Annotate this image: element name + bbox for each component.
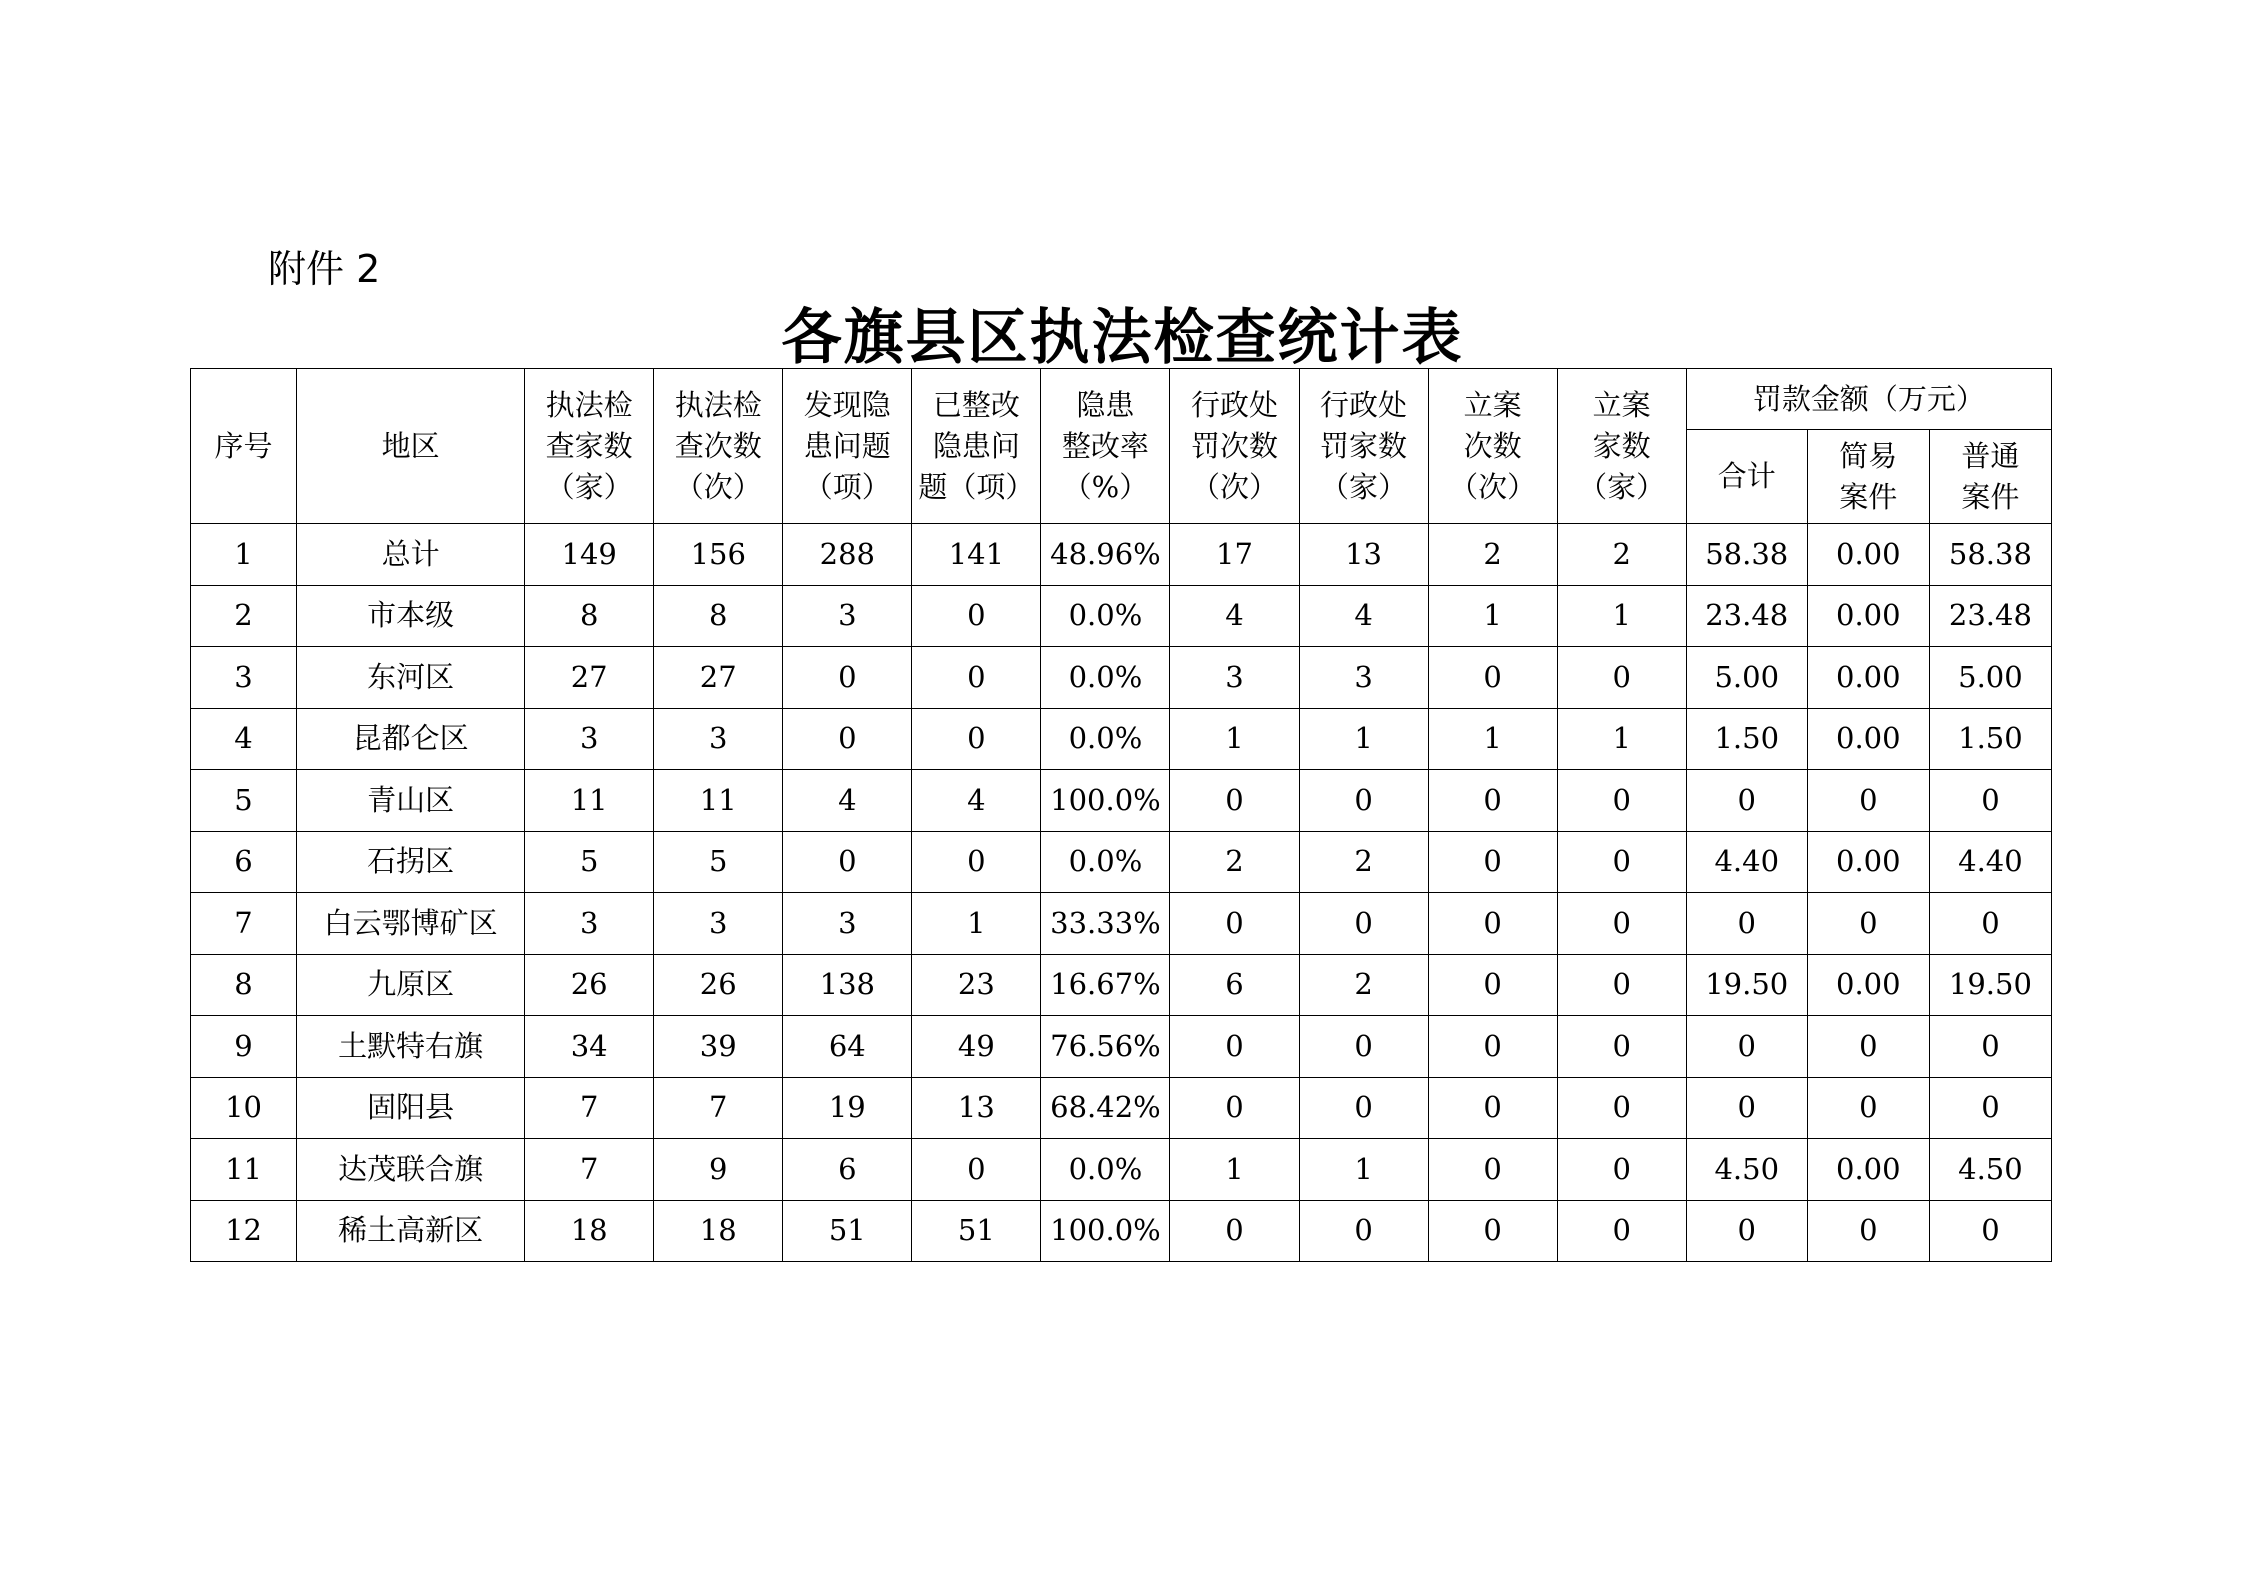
cell-inspected-companies: 7	[525, 1077, 654, 1139]
statistics-table	[190, 368, 2052, 1262]
cell-fine-normal: 5.00	[1929, 647, 2051, 709]
cell-fine-total: 0	[1686, 1077, 1807, 1139]
cell-region: 稀土高新区	[297, 1200, 525, 1262]
cell-inspection-times: 18	[654, 1200, 783, 1262]
header-inspection-times: 执法检 查次数 （次）	[654, 369, 783, 524]
cell-fine-simple: 0.00	[1807, 831, 1929, 893]
cell-fine-simple: 0	[1807, 770, 1929, 832]
cell-fix-rate: 48.96%	[1041, 524, 1170, 586]
cell-inspection-times: 11	[654, 770, 783, 832]
cell-seq: 9	[191, 1016, 297, 1078]
cell-case-times: 2	[1428, 524, 1557, 586]
cell-inspected-companies: 18	[525, 1200, 654, 1262]
table-row	[191, 1139, 2052, 1201]
cell-fine-simple: 0	[1807, 1077, 1929, 1139]
cell-inspection-times: 7	[654, 1077, 783, 1139]
cell-inspection-times: 27	[654, 647, 783, 709]
cell-fine-simple: 0	[1807, 1016, 1929, 1078]
cell-fix-rate: 0.0%	[1041, 1139, 1170, 1201]
cell-region: 东河区	[297, 647, 525, 709]
header-fine-normal: 普通 案件	[1929, 430, 2051, 524]
cell-fix-rate: 100.0%	[1041, 1200, 1170, 1262]
cell-region: 达茂联合旗	[297, 1139, 525, 1201]
cell-fine-normal: 1.50	[1929, 708, 2051, 770]
cell-seq: 12	[191, 1200, 297, 1262]
cell-hazards-found: 288	[783, 524, 912, 586]
cell-hazards-found: 3	[783, 893, 912, 955]
cell-fine-normal: 0	[1929, 1077, 2051, 1139]
table-row	[191, 1200, 2052, 1262]
cell-hazards-fixed: 0	[912, 708, 1041, 770]
cell-case-companies: 0	[1557, 831, 1686, 893]
cell-case-companies: 0	[1557, 1200, 1686, 1262]
cell-case-times: 1	[1428, 708, 1557, 770]
header-inspected-companies: 执法检 查家数 （家）	[525, 369, 654, 524]
cell-seq: 6	[191, 831, 297, 893]
cell-penalty-times: 2	[1170, 831, 1299, 893]
cell-case-companies: 2	[1557, 524, 1686, 586]
cell-fine-normal: 0	[1929, 893, 2051, 955]
table-row	[191, 1016, 2052, 1078]
cell-penalty-companies: 13	[1299, 524, 1428, 586]
table-row	[191, 1077, 2052, 1139]
cell-inspected-companies: 149	[525, 524, 654, 586]
cell-fine-total: 4.40	[1686, 831, 1807, 893]
cell-fine-normal: 0	[1929, 1016, 2051, 1078]
cell-case-times: 0	[1428, 1016, 1557, 1078]
cell-hazards-found: 51	[783, 1200, 912, 1262]
cell-fine-simple: 0.00	[1807, 708, 1929, 770]
cell-fix-rate: 76.56%	[1041, 1016, 1170, 1078]
cell-penalty-companies: 1	[1299, 708, 1428, 770]
cell-case-companies: 1	[1557, 585, 1686, 647]
table-row	[191, 647, 2052, 709]
cell-fix-rate: 68.42%	[1041, 1077, 1170, 1139]
cell-case-companies: 1	[1557, 708, 1686, 770]
cell-penalty-times: 0	[1170, 893, 1299, 955]
header-fix-rate: 隐患 整改率 （%）	[1041, 369, 1170, 524]
cell-inspection-times: 39	[654, 1016, 783, 1078]
header-hazards-found: 发现隐 患问题 （项）	[783, 369, 912, 524]
cell-penalty-companies: 2	[1299, 831, 1428, 893]
cell-case-companies: 0	[1557, 770, 1686, 832]
cell-hazards-found: 3	[783, 585, 912, 647]
cell-hazards-fixed: 49	[912, 1016, 1041, 1078]
cell-penalty-companies: 0	[1299, 1200, 1428, 1262]
cell-inspected-companies: 5	[525, 831, 654, 893]
document-title: 各旗县区执法检查统计表	[781, 303, 1464, 373]
cell-fix-rate: 0.0%	[1041, 708, 1170, 770]
cell-hazards-found: 138	[783, 954, 912, 1016]
cell-case-times: 0	[1428, 831, 1557, 893]
cell-hazards-found: 0	[783, 647, 912, 709]
cell-fix-rate: 33.33%	[1041, 893, 1170, 955]
cell-inspection-times: 8	[654, 585, 783, 647]
cell-case-times: 0	[1428, 1200, 1557, 1262]
table-body	[191, 524, 2052, 1262]
cell-fine-simple: 0.00	[1807, 1139, 1929, 1201]
table-row	[191, 585, 2052, 647]
cell-penalty-times: 0	[1170, 1016, 1299, 1078]
cell-case-times: 0	[1428, 954, 1557, 1016]
cell-seq: 11	[191, 1139, 297, 1201]
cell-fix-rate: 100.0%	[1041, 770, 1170, 832]
cell-fine-total: 0	[1686, 1016, 1807, 1078]
cell-inspected-companies: 34	[525, 1016, 654, 1078]
cell-case-times: 0	[1428, 647, 1557, 709]
cell-penalty-companies: 4	[1299, 585, 1428, 647]
cell-penalty-times: 0	[1170, 770, 1299, 832]
cell-hazards-found: 0	[783, 831, 912, 893]
cell-inspected-companies: 8	[525, 585, 654, 647]
cell-fine-normal: 23.48	[1929, 585, 2051, 647]
cell-penalty-times: 0	[1170, 1200, 1299, 1262]
header-fine-simple: 简易 案件	[1807, 430, 1929, 524]
cell-hazards-fixed: 51	[912, 1200, 1041, 1262]
cell-hazards-found: 64	[783, 1016, 912, 1078]
header-fine-total: 合计	[1686, 430, 1807, 524]
cell-hazards-found: 4	[783, 770, 912, 832]
cell-fine-simple: 0	[1807, 1200, 1929, 1262]
cell-fix-rate: 0.0%	[1041, 647, 1170, 709]
cell-fine-total: 0	[1686, 893, 1807, 955]
cell-region: 总计	[297, 524, 525, 586]
cell-inspection-times: 26	[654, 954, 783, 1016]
cell-fine-total: 0	[1686, 770, 1807, 832]
cell-fine-normal: 0	[1929, 770, 2051, 832]
cell-penalty-companies: 0	[1299, 770, 1428, 832]
cell-seq: 8	[191, 954, 297, 1016]
cell-seq: 4	[191, 708, 297, 770]
cell-penalty-times: 17	[1170, 524, 1299, 586]
cell-hazards-fixed: 1	[912, 893, 1041, 955]
cell-penalty-times: 6	[1170, 954, 1299, 1016]
cell-fine-simple: 0	[1807, 893, 1929, 955]
cell-penalty-times: 0	[1170, 1077, 1299, 1139]
table-row	[191, 893, 2052, 955]
cell-penalty-times: 4	[1170, 585, 1299, 647]
header-penalty-times: 行政处 罚次数 （次）	[1170, 369, 1299, 524]
cell-fine-normal: 4.50	[1929, 1139, 2051, 1201]
cell-seq: 5	[191, 770, 297, 832]
cell-fine-normal: 0	[1929, 1200, 2051, 1262]
cell-penalty-companies: 1	[1299, 1139, 1428, 1201]
cell-hazards-fixed: 13	[912, 1077, 1041, 1139]
cell-inspection-times: 3	[654, 708, 783, 770]
cell-inspected-companies: 26	[525, 954, 654, 1016]
cell-inspection-times: 156	[654, 524, 783, 586]
cell-case-times: 0	[1428, 770, 1557, 832]
cell-hazards-fixed: 4	[912, 770, 1041, 832]
cell-region: 昆都仑区	[297, 708, 525, 770]
cell-fix-rate: 0.0%	[1041, 585, 1170, 647]
header-penalty-companies: 行政处 罚家数 （家）	[1299, 369, 1428, 524]
cell-inspection-times: 5	[654, 831, 783, 893]
cell-region: 白云鄂博矿区	[297, 893, 525, 955]
cell-penalty-companies: 0	[1299, 1077, 1428, 1139]
cell-hazards-fixed: 0	[912, 647, 1041, 709]
cell-case-companies: 0	[1557, 647, 1686, 709]
cell-case-companies: 0	[1557, 1077, 1686, 1139]
table-header	[191, 369, 2052, 524]
cell-penalty-times: 3	[1170, 647, 1299, 709]
cell-fine-simple: 0.00	[1807, 585, 1929, 647]
cell-fine-normal: 58.38	[1929, 524, 2051, 586]
table-row	[191, 954, 2052, 1016]
cell-case-times: 1	[1428, 585, 1557, 647]
cell-fine-simple: 0.00	[1807, 954, 1929, 1016]
cell-hazards-fixed: 23	[912, 954, 1041, 1016]
cell-region: 土默特右旗	[297, 1016, 525, 1078]
cell-fine-simple: 0.00	[1807, 524, 1929, 586]
cell-inspected-companies: 27	[525, 647, 654, 709]
header-case-times: 立案 次数 （次）	[1428, 369, 1557, 524]
header-case-companies: 立案 家数 （家）	[1557, 369, 1686, 524]
cell-hazards-fixed: 0	[912, 1139, 1041, 1201]
cell-fine-normal: 19.50	[1929, 954, 2051, 1016]
header-region: 地区	[297, 369, 525, 524]
cell-fix-rate: 16.67%	[1041, 954, 1170, 1016]
cell-inspected-companies: 11	[525, 770, 654, 832]
cell-fix-rate: 0.0%	[1041, 831, 1170, 893]
attachment-label: 附件 2	[268, 247, 381, 291]
cell-fine-total: 19.50	[1686, 954, 1807, 1016]
cell-hazards-fixed: 141	[912, 524, 1041, 586]
cell-inspection-times: 3	[654, 893, 783, 955]
cell-seq: 10	[191, 1077, 297, 1139]
cell-penalty-companies: 0	[1299, 1016, 1428, 1078]
cell-case-times: 0	[1428, 1077, 1557, 1139]
cell-hazards-found: 19	[783, 1077, 912, 1139]
cell-penalty-companies: 3	[1299, 647, 1428, 709]
cell-penalty-times: 1	[1170, 1139, 1299, 1201]
cell-penalty-companies: 2	[1299, 954, 1428, 1016]
header-hazards-fixed: 已整改 隐患问 题（项）	[912, 369, 1041, 524]
cell-hazards-found: 6	[783, 1139, 912, 1201]
cell-case-times: 0	[1428, 1139, 1557, 1201]
cell-region: 固阳县	[297, 1077, 525, 1139]
cell-fine-simple: 0.00	[1807, 647, 1929, 709]
cell-case-companies: 0	[1557, 1016, 1686, 1078]
cell-fine-total: 23.48	[1686, 585, 1807, 647]
cell-penalty-companies: 0	[1299, 893, 1428, 955]
header-seq: 序号	[191, 369, 297, 524]
cell-inspected-companies: 3	[525, 708, 654, 770]
cell-case-companies: 0	[1557, 1139, 1686, 1201]
cell-region: 石拐区	[297, 831, 525, 893]
cell-region: 青山区	[297, 770, 525, 832]
cell-fine-total: 0	[1686, 1200, 1807, 1262]
cell-inspected-companies: 3	[525, 893, 654, 955]
table-row	[191, 524, 2052, 586]
cell-inspected-companies: 7	[525, 1139, 654, 1201]
cell-case-times: 0	[1428, 893, 1557, 955]
cell-seq: 2	[191, 585, 297, 647]
cell-case-companies: 0	[1557, 893, 1686, 955]
table-row	[191, 708, 2052, 770]
cell-fine-total: 5.00	[1686, 647, 1807, 709]
cell-case-companies: 0	[1557, 954, 1686, 1016]
cell-fine-total: 4.50	[1686, 1139, 1807, 1201]
cell-hazards-fixed: 0	[912, 831, 1041, 893]
cell-region: 市本级	[297, 585, 525, 647]
header-fine-amount: 罚款金额（万元）	[1686, 369, 2051, 430]
cell-fine-total: 58.38	[1686, 524, 1807, 586]
table-row	[191, 770, 2052, 832]
cell-fine-total: 1.50	[1686, 708, 1807, 770]
cell-seq: 3	[191, 647, 297, 709]
cell-hazards-found: 0	[783, 708, 912, 770]
cell-fine-normal: 4.40	[1929, 831, 2051, 893]
cell-seq: 7	[191, 893, 297, 955]
cell-region: 九原区	[297, 954, 525, 1016]
cell-hazards-fixed: 0	[912, 585, 1041, 647]
cell-seq: 1	[191, 524, 297, 586]
cell-penalty-times: 1	[1170, 708, 1299, 770]
cell-inspection-times: 9	[654, 1139, 783, 1201]
table-row	[191, 831, 2052, 893]
